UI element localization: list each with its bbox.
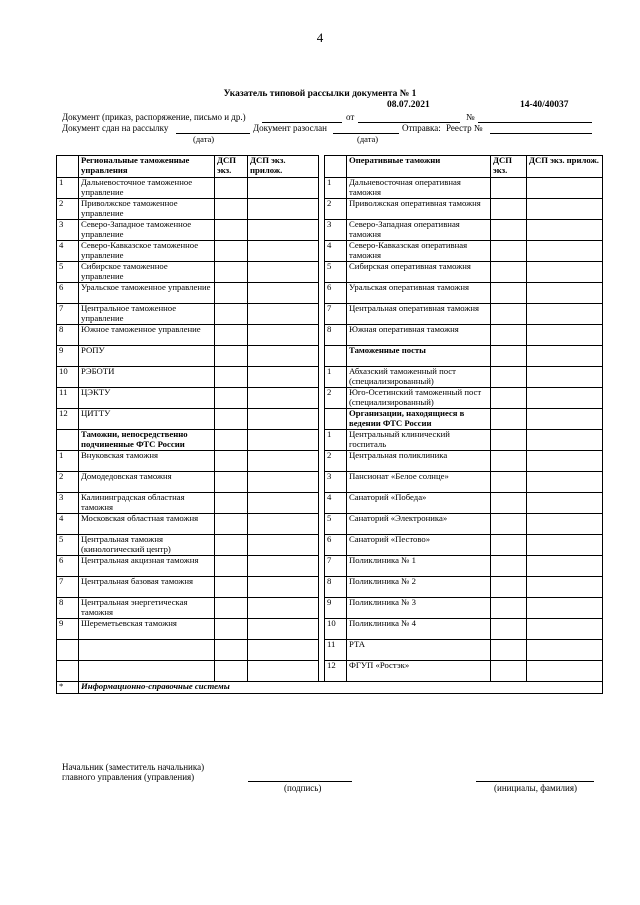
left-number: 9 (57, 346, 79, 367)
table-row (57, 304, 603, 325)
table-row (57, 346, 603, 367)
left-dsp-app-cell[interactable] (248, 472, 319, 493)
table-row (57, 178, 603, 199)
left-dsp-app-cell[interactable] (248, 661, 319, 682)
table-row (57, 619, 603, 640)
left-dsp-app-cell[interactable] (248, 640, 319, 661)
left-name: Московская областная таможня (79, 514, 215, 535)
table-row (57, 325, 603, 346)
right-dsp-cell[interactable] (491, 514, 527, 535)
left-number: 12 (57, 409, 79, 430)
left-dsp-app-cell[interactable] (248, 325, 319, 346)
right-name: Организации, находящиеся в ведении ФТС России (347, 409, 491, 430)
left-number: 7 (57, 304, 79, 325)
document-date: 08.07.2021 (387, 100, 430, 110)
right-name: Северо-Западная оперативная таможня (347, 220, 491, 241)
right-dsp-cell[interactable] (491, 472, 527, 493)
right-number: 3 (325, 472, 347, 493)
right-dsp-app-cell[interactable] (527, 514, 603, 535)
left-dsp-app-cell[interactable] (248, 556, 319, 577)
right-number (325, 409, 347, 430)
signature-hint: (подпись) (284, 783, 322, 793)
right-dsp-cell[interactable] (491, 220, 527, 241)
header-number-right (325, 156, 347, 178)
left-number: 8 (57, 325, 79, 346)
right-number: 4 (325, 493, 347, 514)
right-dsp-cell[interactable] (491, 598, 527, 619)
header-dsp-app-right: ДСП экз. прилож. (527, 156, 603, 178)
left-number: 6 (57, 556, 79, 577)
left-number: 9 (57, 619, 79, 640)
left-name: Шереметьевская таможня (79, 619, 215, 640)
left-name: Таможни, непосредственно подчиненные ФТС России (79, 430, 215, 451)
header-dsp-left: ДСП экз. (215, 156, 248, 178)
left-number: 1 (57, 451, 79, 472)
table-row (57, 577, 603, 598)
right-dsp-cell[interactable] (491, 367, 527, 388)
left-name: Калининградская областная таможня (79, 493, 215, 514)
left-dsp-app-cell[interactable] (248, 514, 319, 535)
left-dsp-app-cell[interactable] (248, 178, 319, 199)
right-name: Поликлиника № 2 (347, 577, 491, 598)
left-number: 6 (57, 283, 79, 304)
right-dsp-cell[interactable] (491, 325, 527, 346)
left-dsp-cell[interactable] (215, 262, 248, 283)
right-number: 12 (325, 661, 347, 682)
left-dsp-cell[interactable] (215, 598, 248, 619)
left-dsp-app-cell[interactable] (248, 493, 319, 514)
left-dsp-app-cell[interactable] (248, 388, 319, 409)
doc-label: Документ (приказ, распоряжение, письмо и др.) (62, 112, 246, 122)
left-number: 2 (57, 199, 79, 220)
left-dsp-app-cell[interactable] (248, 619, 319, 640)
document-title: Указатель типовой рассылки документа № 1 (223, 89, 417, 99)
right-dsp-cell[interactable] (491, 493, 527, 514)
signature-title-2: главного управления (управления) (62, 772, 195, 782)
date-hint-1: (дата) (193, 134, 215, 144)
right-dsp-cell[interactable] (491, 535, 527, 556)
right-dsp-app-cell[interactable] (527, 556, 603, 577)
left-dsp-cell[interactable] (215, 640, 248, 661)
table-row (57, 283, 603, 304)
table-row (57, 367, 603, 388)
left-dsp-cell[interactable] (215, 241, 248, 262)
right-dsp-app-cell[interactable] (527, 283, 603, 304)
right-dsp-app-cell[interactable] (527, 661, 603, 682)
date-hint-2: (дата) (357, 134, 379, 144)
name-field[interactable] (476, 781, 594, 782)
left-dsp-cell[interactable] (215, 325, 248, 346)
left-dsp-app-cell[interactable] (248, 451, 319, 472)
left-number: 10 (57, 367, 79, 388)
left-dsp-app-cell[interactable] (248, 241, 319, 262)
right-name: Таможенные посты (347, 346, 491, 367)
right-number: 2 (325, 199, 347, 220)
left-dsp-cell[interactable] (215, 556, 248, 577)
right-name: Северо-Кавказская оперативная таможня (347, 241, 491, 262)
left-dsp-cell[interactable] (215, 220, 248, 241)
left-number: 2 (57, 472, 79, 493)
right-dsp-app-cell[interactable] (527, 577, 603, 598)
left-number (57, 640, 79, 661)
left-dsp-app-cell[interactable] (248, 430, 319, 451)
right-dsp-app-cell[interactable] (527, 241, 603, 262)
from-label: от (346, 112, 355, 122)
left-dsp-cell[interactable] (215, 388, 248, 409)
right-name: Южная оперативная таможня (347, 325, 491, 346)
left-dsp-cell[interactable] (215, 367, 248, 388)
right-dsp-cell[interactable] (491, 451, 527, 472)
right-dsp-cell[interactable] (491, 199, 527, 220)
right-name: Юго-Осетинский таможенный пост (специализированный) (347, 388, 491, 409)
right-name: Санаторий «Победа» (347, 493, 491, 514)
header-dsp-right: ДСП экз. (491, 156, 527, 178)
left-dsp-cell[interactable] (215, 346, 248, 367)
right-dsp-app-cell[interactable] (527, 220, 603, 241)
right-name: Дальневосточная оперативная таможня (347, 178, 491, 199)
right-name: Поликлиника № 3 (347, 598, 491, 619)
right-dsp-app-cell[interactable] (527, 619, 603, 640)
right-dsp-cell[interactable] (491, 346, 527, 367)
left-dsp-app-cell[interactable] (248, 367, 319, 388)
left-name: Центральная энергетическая таможня (79, 598, 215, 619)
left-number: 7 (57, 577, 79, 598)
left-name: ЦИТТУ (79, 409, 215, 430)
table-row (57, 535, 603, 556)
left-name: Центральная акцизная таможня (79, 556, 215, 577)
left-dsp-cell[interactable] (215, 304, 248, 325)
left-name: Уральское таможенное управление (79, 283, 215, 304)
left-dsp-app-cell[interactable] (248, 283, 319, 304)
right-number: 2 (325, 451, 347, 472)
left-name: РЭБОТИ (79, 367, 215, 388)
right-name: Центральная оперативная таможня (347, 304, 491, 325)
right-dsp-app-cell[interactable] (527, 451, 603, 472)
left-number: 5 (57, 535, 79, 556)
right-number: 5 (325, 262, 347, 283)
right-dsp-app-cell[interactable] (527, 262, 603, 283)
right-name: Поликлиника № 4 (347, 619, 491, 640)
left-dsp-cell[interactable] (215, 451, 248, 472)
right-name: Поликлиника № 1 (347, 556, 491, 577)
table-row (57, 262, 603, 283)
table-row (57, 661, 603, 682)
right-dsp-app-cell[interactable] (527, 535, 603, 556)
left-name: Южное таможенное управление (79, 325, 215, 346)
table-row (57, 640, 603, 661)
right-dsp-app-cell[interactable] (527, 199, 603, 220)
right-number: 11 (325, 640, 347, 661)
left-name: Центральная таможня (кинологический центр) (79, 535, 215, 556)
right-dsp-cell[interactable] (491, 661, 527, 682)
right-name: ФГУП «Ростэк» (347, 661, 491, 682)
right-dsp-app-cell[interactable] (527, 304, 603, 325)
number-label: № (466, 112, 475, 122)
right-number: 1 (325, 178, 347, 199)
header-number-left (57, 156, 79, 178)
right-name: Санаторий «Электроника» (347, 514, 491, 535)
right-dsp-app-cell[interactable] (527, 178, 603, 199)
right-dsp-app-cell[interactable] (527, 493, 603, 514)
left-name: Домодедовская таможня (79, 472, 215, 493)
right-number: 6 (325, 535, 347, 556)
left-name: Центральное таможенное управление (79, 304, 215, 325)
left-name (79, 640, 215, 661)
header-regional: Региональные таможенные управления (79, 156, 215, 178)
left-name: Приволжское таможенное управление (79, 199, 215, 220)
table-row (57, 598, 603, 619)
header-operational: Оперативные таможни (347, 156, 491, 178)
right-name: Уральская оперативная таможня (347, 283, 491, 304)
left-dsp-cell[interactable] (215, 661, 248, 682)
left-number (57, 661, 79, 682)
left-dsp-cell[interactable] (215, 283, 248, 304)
distribution-table (56, 155, 603, 694)
left-dsp-app-cell[interactable] (248, 598, 319, 619)
left-name: Сибирское таможенное управление (79, 262, 215, 283)
right-dsp-cell[interactable] (491, 577, 527, 598)
left-number: 4 (57, 241, 79, 262)
left-name: ЦЭКТУ (79, 388, 215, 409)
right-dsp-cell[interactable] (491, 619, 527, 640)
right-dsp-cell[interactable] (491, 640, 527, 661)
right-dsp-cell[interactable] (491, 241, 527, 262)
left-number: 3 (57, 493, 79, 514)
left-number: 5 (57, 262, 79, 283)
left-name: Центральная базовая таможня (79, 577, 215, 598)
right-number: 9 (325, 598, 347, 619)
right-dsp-app-cell[interactable] (527, 409, 603, 430)
page-number: 4 (316, 30, 324, 45)
right-dsp-app-cell[interactable] (527, 367, 603, 388)
signature-field[interactable] (248, 781, 352, 782)
table-row (57, 472, 603, 493)
right-dsp-app-cell[interactable] (527, 325, 603, 346)
registration-number: 14-40/40037 (520, 100, 569, 110)
left-dsp-cell[interactable] (215, 577, 248, 598)
right-name: Центральная поликлиника (347, 451, 491, 472)
right-number: 3 (325, 220, 347, 241)
left-name: Северо-Западное таможенное управление (79, 220, 215, 241)
right-dsp-cell[interactable] (491, 304, 527, 325)
signature-title-1: Начальник (заместитель начальника) (62, 762, 205, 772)
right-number: 1 (325, 367, 347, 388)
table-header-row (57, 156, 603, 178)
left-number: 1 (57, 178, 79, 199)
left-dsp-app-cell[interactable] (248, 346, 319, 367)
dispatch-label: Отправка: (402, 123, 441, 133)
right-dsp-app-cell[interactable] (527, 598, 603, 619)
table-row (57, 388, 603, 409)
right-dsp-app-cell[interactable] (527, 346, 603, 367)
left-name: Северо-Кавказское таможенное управление (79, 241, 215, 262)
left-dsp-cell[interactable] (215, 430, 248, 451)
right-number (325, 346, 347, 367)
right-name: Центральный клинический госпиталь (347, 430, 491, 451)
right-dsp-app-cell[interactable] (527, 472, 603, 493)
right-number: 7 (325, 304, 347, 325)
footer-row (57, 682, 603, 694)
left-dsp-cell[interactable] (215, 472, 248, 493)
left-dsp-app-cell[interactable] (248, 304, 319, 325)
left-dsp-app-cell[interactable] (248, 262, 319, 283)
table-row (57, 430, 603, 451)
left-number: 11 (57, 388, 79, 409)
table-row (57, 556, 603, 577)
left-name: Дальневосточное таможенное управление (79, 178, 215, 199)
right-name: Приволжская оперативная таможня (347, 199, 491, 220)
right-dsp-cell[interactable] (491, 283, 527, 304)
right-dsp-cell[interactable] (491, 178, 527, 199)
right-number: 6 (325, 283, 347, 304)
left-dsp-app-cell[interactable] (248, 535, 319, 556)
right-name: Санаторий «Пестово» (347, 535, 491, 556)
right-dsp-cell[interactable] (491, 262, 527, 283)
right-number: 2 (325, 388, 347, 409)
table-row (57, 514, 603, 535)
sent-out-label: Документ разослан (253, 123, 327, 133)
right-name: Пансионат «Белое солнце» (347, 472, 491, 493)
right-dsp-app-cell[interactable] (527, 430, 603, 451)
right-dsp-cell[interactable] (491, 430, 527, 451)
left-dsp-app-cell[interactable] (248, 409, 319, 430)
registry-number-field[interactable] (490, 133, 592, 134)
left-dsp-app-cell[interactable] (248, 199, 319, 220)
left-number: 3 (57, 220, 79, 241)
table-row (57, 241, 603, 262)
doc-number-field[interactable] (478, 122, 592, 123)
table-row (57, 451, 603, 472)
left-number: 8 (57, 598, 79, 619)
right-number: 1 (325, 430, 347, 451)
name-hint: (инициалы, фамилия) (494, 783, 577, 793)
right-number: 4 (325, 241, 347, 262)
right-dsp-app-cell[interactable] (527, 388, 603, 409)
right-number: 10 (325, 619, 347, 640)
right-name: РТА (347, 640, 491, 661)
table-row (57, 493, 603, 514)
left-name: Внуковская таможня (79, 451, 215, 472)
footer-info-systems: Информационно-справочные системы (79, 682, 603, 694)
left-dsp-cell[interactable] (215, 199, 248, 220)
registry-label: Реестр № (446, 123, 483, 133)
left-dsp-cell[interactable] (215, 178, 248, 199)
left-dsp-cell[interactable] (215, 535, 248, 556)
left-dsp-cell[interactable] (215, 514, 248, 535)
right-name: Абхазский таможенный пост (специализированный) (347, 367, 491, 388)
table-row (57, 220, 603, 241)
right-dsp-cell[interactable] (491, 556, 527, 577)
right-dsp-cell[interactable] (491, 409, 527, 430)
footer-mark: * (57, 682, 79, 694)
right-number: 8 (325, 325, 347, 346)
left-number (57, 430, 79, 451)
right-dsp-app-cell[interactable] (527, 640, 603, 661)
left-name (79, 661, 215, 682)
sent-label: Документ сдан на рассылку (62, 123, 169, 133)
table-row (57, 199, 603, 220)
right-number: 8 (325, 577, 347, 598)
right-name: Сибирская оперативная таможня (347, 262, 491, 283)
right-number: 5 (325, 514, 347, 535)
left-dsp-app-cell[interactable] (248, 220, 319, 241)
right-number: 7 (325, 556, 347, 577)
left-dsp-cell[interactable] (215, 493, 248, 514)
table-row (57, 409, 603, 430)
left-dsp-app-cell[interactable] (248, 577, 319, 598)
left-number: 4 (57, 514, 79, 535)
left-dsp-cell[interactable] (215, 619, 248, 640)
header-dsp-app-left: ДСП экз. прилож. (248, 156, 319, 178)
left-dsp-cell[interactable] (215, 409, 248, 430)
left-name: РОПУ (79, 346, 215, 367)
right-dsp-cell[interactable] (491, 388, 527, 409)
